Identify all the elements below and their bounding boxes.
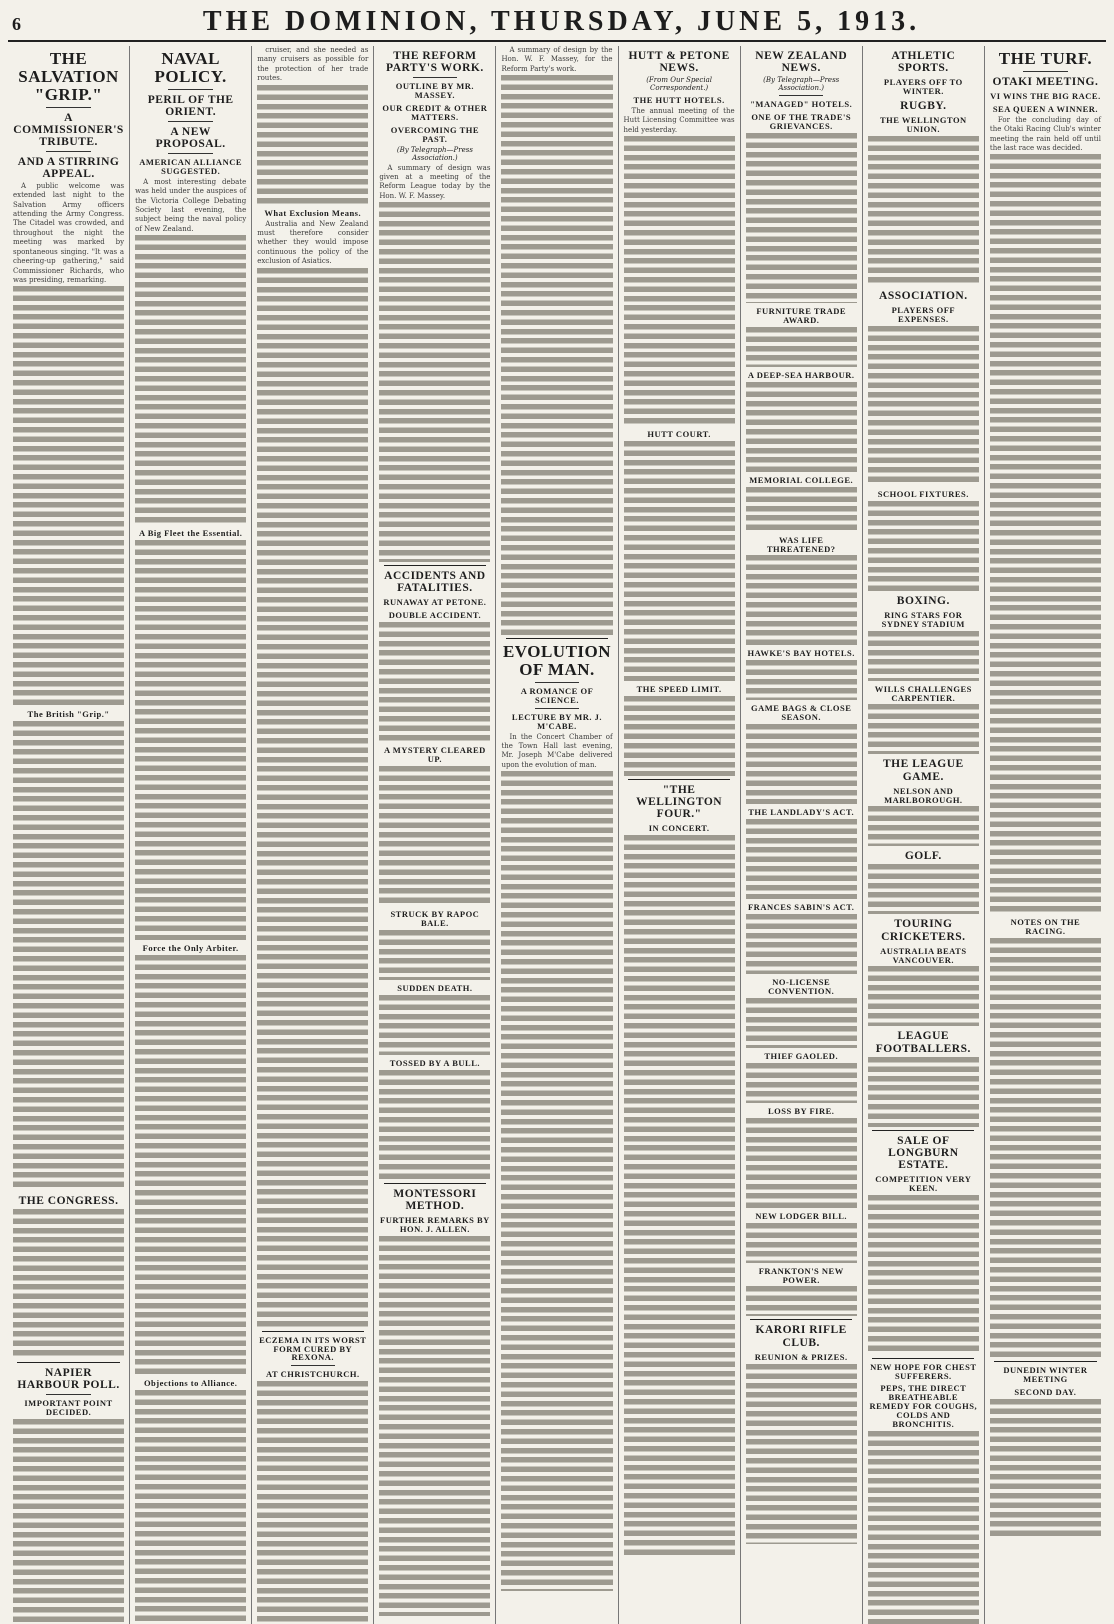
subheadline: DOUBLE ACCIDENT. <box>388 610 482 621</box>
divider <box>262 1331 364 1332</box>
article-text-block <box>746 914 857 974</box>
subheadline: FURTHER REMARKS BY HON. J. ALLEN. <box>380 1214 490 1234</box>
section-heading: ASSOCIATION. <box>879 289 968 302</box>
advert-subheadline: AT CHRISTCHURCH. <box>265 1369 360 1380</box>
divider <box>291 1365 335 1366</box>
divider <box>872 1130 974 1131</box>
subheadline: IN CONCERT. <box>648 823 710 834</box>
article-text-block <box>868 631 979 681</box>
article-text-block <box>13 721 124 1191</box>
section-heading: The British "Grip." <box>27 709 110 720</box>
section-heading: LEAGUE FOOTBALLERS. <box>875 1030 971 1055</box>
subheadline: COMPETITION VERY KEEN. <box>875 1173 972 1193</box>
article-paragraph: Australia and New Zealand must therefore consider whether they would impose continuous the policy of the exclusion of Asiatics. <box>257 219 369 266</box>
section-heading: NOTES ON THE RACING. <box>1010 917 1081 937</box>
article-text-block <box>379 1236 490 1616</box>
byline: (From Our Special Correspondent.) <box>646 76 713 93</box>
article-text-block <box>868 326 979 486</box>
subheadline: WILLS CHALLENGES CARPENTIER. <box>874 683 972 703</box>
article-paragraph: For the concluding day of the Otaki Racing Club's winter meeting the rain held off until the last race was decided. <box>989 115 1101 152</box>
column-6 <box>619 46 741 1624</box>
section-heading: RUGBY. <box>900 99 947 112</box>
subheadline: PLAYERS OFF EXPENSES. <box>891 304 956 324</box>
article-text-block <box>257 85 368 205</box>
subheadline: RING STARS FOR SYDNEY STADIUM <box>881 609 965 629</box>
subheadline: A MYSTERY CLEARED UP. <box>383 745 486 765</box>
subheadline: NO-LICENSE CONVENTION. <box>768 977 835 996</box>
subheadline: THE WELLINGTON UNION. <box>879 115 967 134</box>
subheadline: IMPORTANT POINT DECIDED. <box>24 1398 113 1418</box>
subheadline: NELSON AND MARLBOROUGH. <box>884 785 963 805</box>
article-text-block <box>13 1419 124 1624</box>
column-2 <box>130 46 252 1624</box>
subheadline: REUNION & PRIZES. <box>754 1351 848 1362</box>
column-7 <box>741 46 863 1624</box>
article-text-block <box>868 501 979 591</box>
column-5 <box>496 46 618 1624</box>
article-text-block <box>746 819 857 899</box>
article-text-block <box>257 268 368 1328</box>
divider <box>872 1358 974 1359</box>
section-heading: What Exclusion Means. <box>264 207 362 218</box>
subheadline: A DEEP-SEA HARBOUR. <box>747 369 855 380</box>
subheadline: A ROMANCE OF SCIENCE. <box>520 685 594 705</box>
article-text-block <box>13 286 124 706</box>
subheadline: VI WINS THE BIG RACE. <box>990 90 1101 101</box>
subheadline: FURNITURE TRADE AWARD. <box>756 305 847 325</box>
section-heading: BOXING. <box>896 594 950 607</box>
subheadline: TOSSED BY A BULL. <box>389 1057 480 1068</box>
subheadline: LOSS BY FIRE. <box>768 1105 835 1116</box>
article-text-block <box>379 766 490 906</box>
subheadline: ONE OF THE TRADE'S GRIEVANCES. <box>751 112 852 131</box>
headline: NAVAL POLICY. <box>154 49 227 86</box>
article-text-block <box>624 441 735 681</box>
divider <box>779 95 823 96</box>
article-paragraph: A most interesting debate was held under the auspices of the Victoria College Debating Society last evening, the subject being the naval policy of New Zealand. <box>135 177 247 233</box>
divider <box>506 638 608 639</box>
article-text-block <box>868 1195 979 1355</box>
advert-headline: NEW HOPE FOR CHEST SUFFERERS. <box>870 1361 977 1381</box>
section-heading: THE CONGRESS. <box>18 1195 119 1208</box>
divider <box>46 151 90 152</box>
article-text-block <box>746 1063 857 1103</box>
article-text-block <box>501 771 612 1591</box>
divider <box>17 1362 119 1363</box>
section-heading: Force the Only Arbiter. <box>142 943 239 954</box>
article-text-block <box>868 1057 979 1127</box>
section-heading: TOURING CRICKETERS. <box>881 918 966 943</box>
headline: NAPIER HARBOUR POLL. <box>17 1367 120 1392</box>
subheadline: AUSTRALIA BEATS VANCOUVER. <box>880 945 967 965</box>
article-text-block <box>746 1364 857 1544</box>
article-text-block <box>379 202 490 562</box>
page-number: 6 <box>12 14 21 34</box>
race-results-block <box>990 154 1101 914</box>
article-paragraph: In the Concert Chamber of the Town Hall last evening, Mr. Joseph M'Cabe delivered upon the evolution of man. <box>501 732 613 769</box>
subheadline: A NEW PROPOSAL. <box>155 125 226 150</box>
column-1 <box>8 46 130 1624</box>
article-text-block <box>868 864 979 914</box>
dateline: (By Telegraph—Press Association.) <box>396 145 473 162</box>
section-heading: A Big Fleet the Essential. <box>138 528 243 539</box>
subheadline: HAWKE'S BAY HOTELS. <box>747 648 855 659</box>
subheadline: SUDDEN DEATH. <box>397 982 473 993</box>
article-paragraph: The annual meeting of the Hutt Licensing Committee was held yesterday. <box>623 107 735 134</box>
divider <box>535 708 579 709</box>
article-paragraph: A summary of design by the Hon. W. F. Massey, for the Reform Party's work. <box>501 46 613 73</box>
subheadline: THE SPEED LIMIT. <box>636 684 722 695</box>
race-results-block <box>990 1399 1101 1539</box>
subheadline: NEW LODGER BILL. <box>755 1210 848 1221</box>
subheadline: OTAKI MEETING. <box>992 75 1099 88</box>
column-8 <box>863 46 985 1624</box>
subheadline: AND A STIRRING APPEAL. <box>17 155 120 180</box>
headline: SALE OF LONGBURN ESTATE. <box>888 1134 959 1171</box>
article-text-block <box>746 382 857 472</box>
subheadline: THE HUTT HOTELS. <box>633 95 725 106</box>
column-3 <box>252 46 374 1624</box>
headline: "THE WELLINGTON FOUR." <box>636 784 723 821</box>
headline: THE SALVATION "GRIP." <box>18 49 119 104</box>
headline: KARORI RIFLE CLUB. <box>755 1324 847 1349</box>
subheadline: THIEF GAOLED. <box>764 1050 839 1061</box>
divider <box>628 779 730 780</box>
article-text-block <box>868 704 979 754</box>
headline: ACCIDENTS AND FATALITIES. <box>384 570 486 595</box>
section-heading: Objections to Alliance. <box>143 1378 238 1389</box>
divider <box>535 682 579 683</box>
article-text-block <box>746 660 857 700</box>
subheadline: PLAYERS OFF TO WINTER. <box>883 77 963 97</box>
article-text-block <box>13 1209 124 1359</box>
article-text-block <box>379 930 490 980</box>
subheadline: HUTT COURT. <box>647 429 711 440</box>
article-text-block <box>746 1223 857 1263</box>
advert-headline: ECZEMA IN ITS WORST FORM CURED BY REXONA. <box>259 1334 367 1363</box>
headline: MONTESSORI METHOD. <box>393 1187 477 1212</box>
divider <box>46 107 90 108</box>
newspaper-title-date: THE DOMINION, THURSDAY, JUNE 5, 1913. <box>202 6 921 37</box>
subheadline: FRANCES SABIN'S ACT. <box>747 902 855 913</box>
subheadline: WAS LIFE THREATENED? <box>766 534 836 554</box>
article-text-block <box>624 136 735 426</box>
subheadline: SCHOOL FIXTURES. <box>877 488 969 499</box>
divider <box>1023 71 1067 72</box>
article-text-block <box>868 136 979 286</box>
subheadline: OUR CREDIT & OTHER MATTERS. <box>382 102 488 122</box>
subheadline: LECTURE BY MR. J. M'CABE. <box>511 711 603 731</box>
article-text-block <box>379 995 490 1055</box>
subheadline: AMERICAN ALLIANCE SUGGESTED. <box>139 156 243 176</box>
divider <box>168 89 212 90</box>
article-text-block <box>746 487 857 532</box>
article-text-block <box>135 1390 246 1624</box>
subheadline: FRANKTON'S NEW POWER. <box>758 1265 844 1285</box>
subheadline: A COMMISSIONER'S TRIBUTE. <box>13 111 124 148</box>
subheadline: PERIL OF THE ORIENT. <box>147 93 234 118</box>
subheadline: RUNAWAY AT PETONE. <box>383 597 487 608</box>
article-paragraph: A public welcome was extended last night to the Salvation Army officers attending the Army Congress. The Citadel was crowded, and throughout the night the meeting was marked by spontaneous singing. "It was a cheering-up gathering," said Commissioner Richards, who was presiding, remarking. <box>13 181 125 284</box>
headline: EVOLUTION OF MAN. <box>502 642 612 680</box>
advert-subheadline: PEPS, THE DIRECT BREATHEABLE REMEDY FOR COUGHS, COLDS AND BRONCHITIS. <box>869 1383 978 1430</box>
divider <box>994 1361 1096 1362</box>
headline: DUNEDIN WINTER MEETING <box>1003 1365 1088 1385</box>
article-paragraph: cruiser, and she needed as many cruisers as possible for the protection of her trade routes. <box>257 46 369 83</box>
article-text-block <box>379 1070 490 1180</box>
headline: THE TURF. <box>998 49 1093 68</box>
subheadline: MEMORIAL COLLEGE. <box>749 474 854 485</box>
article-text-block <box>746 1286 857 1316</box>
byline: (By Telegraph—Press Association.) <box>763 76 840 93</box>
section-heading: GOLF. <box>904 850 942 863</box>
headline: ATHLETIC SPORTS. <box>891 50 956 75</box>
article-text-block <box>379 622 490 742</box>
column-grid <box>8 46 1106 1624</box>
column-9 <box>985 46 1106 1624</box>
divider <box>46 1394 90 1395</box>
subheadline: GAME BAGS & CLOSE SEASON. <box>751 703 852 723</box>
article-text-block <box>746 133 857 303</box>
article-text-block <box>746 998 857 1048</box>
article-text-block <box>624 696 735 776</box>
section-heading: THE LEAGUE GAME. <box>882 758 964 783</box>
article-text-block <box>135 955 246 1375</box>
subheadline: SEA QUEEN A WINNER. <box>992 103 1099 114</box>
subheadline: SECOND DAY. <box>1014 1387 1077 1398</box>
divider <box>750 1319 852 1320</box>
article-text-block <box>746 327 857 367</box>
headline: THE REFORM PARTY'S WORK. <box>386 50 484 75</box>
article-text-block <box>746 1118 857 1208</box>
article-text-block <box>135 235 246 525</box>
divider <box>384 1183 486 1184</box>
subheadline: OVERCOMING THE PAST. <box>390 124 480 144</box>
column-4 <box>374 46 496 1624</box>
masthead <box>8 6 1106 42</box>
divider <box>168 121 212 122</box>
advert-text-block <box>257 1381 368 1624</box>
article-text-block <box>746 555 857 645</box>
article-text-block <box>868 966 979 1026</box>
article-text-block <box>990 938 1101 1358</box>
headline: NEW ZEALAND NEWS. <box>755 50 848 75</box>
article-paragraph: A summary of design was given at a meeting of the Reform League today by the Hon. W. F. Massey. <box>379 163 491 200</box>
subheadline: THE LANDLADY'S ACT. <box>748 807 855 818</box>
article-text-block <box>501 75 612 635</box>
subheadline: STRUCK BY RAPOC BALE. <box>390 909 480 929</box>
divider <box>413 77 457 78</box>
article-text-block <box>868 806 979 846</box>
headline: HUTT & PETONE NEWS. <box>628 50 730 75</box>
subheadline: "MANAGED" HOTELS. <box>750 99 853 110</box>
article-text-block <box>746 724 857 804</box>
article-text-block <box>135 540 246 940</box>
divider <box>384 565 486 566</box>
advert-text-block <box>868 1431 979 1624</box>
subheadline: OUTLINE BY MR. MASSEY. <box>395 81 474 101</box>
divider <box>168 153 212 154</box>
article-text-block <box>624 835 735 1555</box>
